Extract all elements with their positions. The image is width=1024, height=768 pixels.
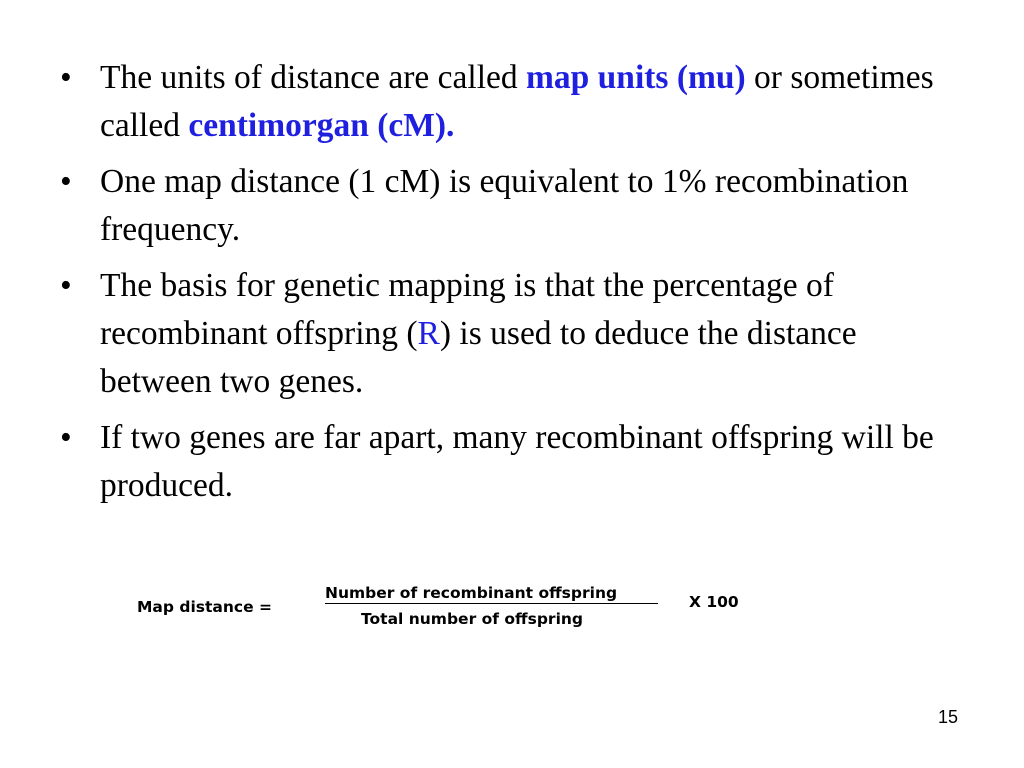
formula-denominator: Total number of offspring [361,610,584,628]
bullet-text-part: One map distance (1 cM) is equivalent to 1% recombination frequency. [100,163,909,248]
term-centimorgan: centimorgan (cM). [188,107,455,144]
bullet-dot-icon: • [60,419,72,456]
term-r: R [417,315,440,352]
bullet-text-part: The basis for genetic mapping is that the percentage of recombinant offspring ( [100,267,834,352]
bullet-dot-icon: • [60,59,72,96]
formula-multiplier: X 100 [689,593,739,611]
fraction-bar [325,603,658,604]
term-map-units: map units (mu) [526,59,746,96]
bullet-text-part: If two genes are far apart, many recombinant offspring will be produced. [100,419,934,504]
bullet-text-part: ) is used to deduce the distance between two genes. [100,315,857,400]
bullet-text-part: The units of distance are called [100,59,527,96]
formula-label: Map distance = [137,598,272,616]
bullet-text-part: or sometimes called [100,59,934,144]
page-number: 15 [938,707,959,727]
formula-numerator: Number of recombinant offspring [325,584,618,602]
bullet-dot-icon: • [60,163,72,200]
bullet-dot-icon: • [60,267,72,304]
